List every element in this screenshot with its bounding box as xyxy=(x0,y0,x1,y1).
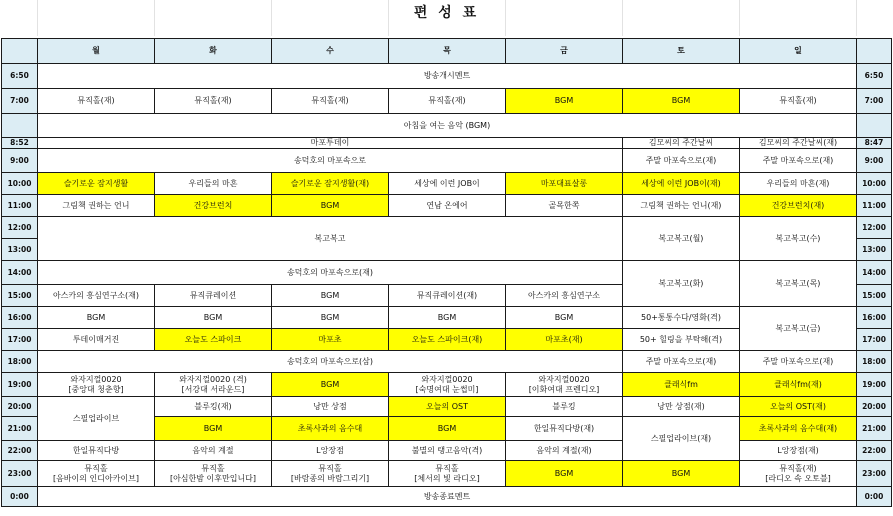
program-title: 와자지껄0020 (격) xyxy=(179,375,247,384)
time-label: 7:00 xyxy=(2,89,38,114)
program-cell: 뮤직큐레이션 xyxy=(155,285,272,307)
time-label: 20:00 xyxy=(2,397,38,417)
corner-cell xyxy=(857,39,892,64)
time-label: 20:00 xyxy=(857,397,892,417)
program-cell: BGM xyxy=(155,417,272,441)
program-cell: BGM xyxy=(506,307,623,329)
program-cell: 낭만 상점 xyxy=(272,397,389,417)
time-label: 13:00 xyxy=(857,239,892,261)
program-cell xyxy=(389,373,506,397)
program-cell: 그림책 권하는 언니(재) xyxy=(623,195,740,217)
program-subtitle: [숙명여대 눈썹미] xyxy=(415,384,479,394)
program-cell: 우리들의 마흔(재) xyxy=(740,173,857,195)
program-cell: 뮤직홀(재) xyxy=(389,89,506,114)
day-header-tue: 화 xyxy=(155,39,272,64)
program-cell: 김모씨의 주간날씨 xyxy=(623,138,740,149)
time-label: 23:00 xyxy=(2,461,38,487)
program-cell xyxy=(155,461,272,487)
program-cell: 슬기로운 잠지생활 xyxy=(38,173,155,195)
time-label: 18:00 xyxy=(2,351,38,373)
program-cell: 뮤직홀(재) xyxy=(740,89,857,114)
program-cell: 50+통통수다/영화(격) xyxy=(623,307,740,329)
header-row xyxy=(2,39,892,64)
program-subtitle: [라디오 속 오토블] xyxy=(765,473,831,483)
time-label: 12:00 xyxy=(2,217,38,239)
time-label: 17:00 xyxy=(857,329,892,351)
program-cell: 복고복고(목) xyxy=(740,261,857,307)
schedule-table xyxy=(1,38,892,507)
program-cell: 복고복고 xyxy=(38,217,623,261)
time-label: 11:00 xyxy=(857,195,892,217)
program-cell: L앙장점(재) xyxy=(740,441,857,461)
program-cell: 그림책 권하는 언니 xyxy=(38,195,155,217)
time-label xyxy=(857,114,892,138)
program-cell: 초록사과의 음수대 xyxy=(272,417,389,441)
program-title: 뮤직홀 xyxy=(318,464,342,473)
program-cell xyxy=(272,461,389,487)
program-cell: BGM xyxy=(389,307,506,329)
page-title: 편 성 표 xyxy=(413,5,480,21)
program-title: 뮤직홀 xyxy=(201,464,225,473)
time-label: 9:00 xyxy=(857,149,892,173)
program-cell: 우리들의 마흔 xyxy=(155,173,272,195)
program-cell: BGM xyxy=(155,307,272,329)
program-cell: 한일뮤직다방 xyxy=(38,441,155,461)
program-cell: 김모씨의 주간날씨(재) xyxy=(740,138,857,149)
program-title: 뮤직홀 xyxy=(84,464,108,473)
program-cell: BGM xyxy=(623,461,740,487)
program-cell: 세상에 이런 JOB이(재) xyxy=(623,173,740,195)
program-cell: 마포초(재) xyxy=(506,329,623,351)
program-cell: 낭만 상점(재) xyxy=(623,397,740,417)
time-label: 15:00 xyxy=(2,285,38,307)
program-cell: 뮤직홀(재) xyxy=(155,89,272,114)
program-cell: BGM xyxy=(623,89,740,114)
program-cell: 주말 마포속으로(재) xyxy=(740,351,857,373)
time-label: 14:00 xyxy=(2,261,38,285)
program-cell: 송덕호의 마포속으로(재) xyxy=(38,261,623,285)
time-label: 22:00 xyxy=(2,441,38,461)
time-label: 21:00 xyxy=(857,417,892,441)
day-header-fri: 금 xyxy=(506,39,623,64)
time-label: 23:00 xyxy=(857,461,892,487)
program-cell xyxy=(389,461,506,487)
program-cell: 뮤직큐레이션(재) xyxy=(389,285,506,307)
program-cell: 주말 마포속으로(재) xyxy=(623,351,740,373)
program-title: 뮤직홀(재) xyxy=(779,464,817,473)
program-cell: BGM xyxy=(272,285,389,307)
program-cell: L앙장점 xyxy=(272,441,389,461)
program-cell: 투데이매거진 xyxy=(38,329,155,351)
program-subtitle: [아심한밤 이후만입니다] xyxy=(169,473,257,483)
program-cell xyxy=(38,373,155,397)
program-cell: 연남 온에어 xyxy=(389,195,506,217)
time-label: 6:50 xyxy=(2,64,38,89)
program-cell: 건강브런치(재) xyxy=(740,195,857,217)
program-cell: 아침을 여는 음악 (BGM) xyxy=(38,114,857,138)
day-header-mon: 월 xyxy=(38,39,155,64)
time-label: 17:00 xyxy=(2,329,38,351)
time-label: 10:00 xyxy=(2,173,38,195)
program-cell: 뮤직홀(재) xyxy=(272,89,389,114)
program-cell: 주말 마포속으로(재) xyxy=(740,149,857,173)
program-cell xyxy=(740,461,857,487)
time-label: 8:52 xyxy=(2,138,38,149)
program-cell: 스필업라이브 xyxy=(38,397,155,441)
time-label: 21:00 xyxy=(2,417,38,441)
day-header-sat: 토 xyxy=(623,39,740,64)
time-label: 19:00 xyxy=(857,373,892,397)
time-label: 12:00 xyxy=(857,217,892,239)
program-cell: 초록사과의 음수대(재) xyxy=(740,417,857,441)
program-cell: 아스카의 흥심연구소(재) xyxy=(38,285,155,307)
time-label: 10:00 xyxy=(857,173,892,195)
program-cell: 오늘도 스파이크(재) xyxy=(389,329,506,351)
program-subtitle: [음바이의 인디아카이브] xyxy=(52,473,140,483)
time-label: 0:00 xyxy=(857,487,892,507)
day-header-sun: 일 xyxy=(740,39,857,64)
program-cell xyxy=(155,373,272,397)
program-cell: 복고복고(월) xyxy=(623,217,740,261)
program-cell: 클래식fm(재) xyxy=(740,373,857,397)
program-cell: 블루킹(재) xyxy=(155,397,272,417)
program-cell: 오늘의 OST(재) xyxy=(740,397,857,417)
program-cell: 마포초 xyxy=(272,329,389,351)
time-label: 18:00 xyxy=(857,351,892,373)
program-cell: BGM xyxy=(272,195,389,217)
program-subtitle: [체서의 빛 라디오] xyxy=(414,473,480,483)
program-cell: 오늘도 스파이크 xyxy=(155,329,272,351)
program-cell: 뮤직홀(재) xyxy=(38,89,155,114)
day-header-wed: 수 xyxy=(272,39,389,64)
time-label: 7:00 xyxy=(857,89,892,114)
corner-cell xyxy=(2,39,38,64)
program-cell: 복고복고(금) xyxy=(740,307,857,351)
program-cell: BGM xyxy=(38,307,155,329)
program-cell: 50+ 힐링을 부탁해(격) xyxy=(623,329,740,351)
time-label xyxy=(2,114,38,138)
program-cell xyxy=(38,461,155,487)
program-cell xyxy=(506,373,623,397)
program-cell: 한일뮤직다방(재) xyxy=(506,417,623,441)
program-cell: 주말 마포속으로(재) xyxy=(623,149,740,173)
program-cell: 골목한쪽 xyxy=(506,195,623,217)
time-label: 0:00 xyxy=(2,487,38,507)
time-label: 6:50 xyxy=(857,64,892,89)
program-cell: 건강브런치 xyxy=(155,195,272,217)
program-cell: 블루킹 xyxy=(506,397,623,417)
time-label: 19:00 xyxy=(2,373,38,397)
program-cell: 복고복고(화) xyxy=(623,261,740,307)
program-title: 와자지껄0020 xyxy=(70,375,122,384)
program-cell: 송덕호의 마포속으로 xyxy=(38,149,623,173)
program-cell: 아스카의 흥심연구소 xyxy=(506,285,623,307)
program-cell: 불멸의 탱고음악(격) xyxy=(389,441,506,461)
program-title: 뮤직홀 xyxy=(435,464,459,473)
time-label: 16:00 xyxy=(857,307,892,329)
program-cell: 마포대표살롱 xyxy=(506,173,623,195)
program-cell: 방송종료멘트 xyxy=(38,487,857,507)
program-subtitle: [이화여대 프렌디오] xyxy=(528,384,600,394)
program-subtitle: [바람종의 바람그리기] xyxy=(290,473,370,483)
program-cell: BGM xyxy=(272,307,389,329)
program-cell: 복고복고(수) xyxy=(740,217,857,261)
program-cell: 음악의 계절 xyxy=(155,441,272,461)
program-title: 와자지껄0020 xyxy=(421,375,473,384)
program-cell: 음악의 계절(재) xyxy=(506,441,623,461)
time-label: 9:00 xyxy=(2,149,38,173)
program-cell: 스필업라이브(재) xyxy=(623,417,740,461)
time-label: 15:00 xyxy=(857,285,892,307)
program-subtitle: [중앙대 청춘향] xyxy=(68,384,124,394)
day-header-thu: 목 xyxy=(389,39,506,64)
time-label: 13:00 xyxy=(2,239,38,261)
program-cell: BGM xyxy=(506,461,623,487)
program-title: 와자지껄0020 xyxy=(538,375,590,384)
time-label: 14:00 xyxy=(857,261,892,285)
program-cell: 송덕호의 마포속으로(삼) xyxy=(38,351,623,373)
time-label: 16:00 xyxy=(2,307,38,329)
program-cell: BGM xyxy=(272,373,389,397)
program-cell: BGM xyxy=(389,417,506,441)
program-cell: 마포투데이 xyxy=(38,138,623,149)
time-label: 22:00 xyxy=(857,441,892,461)
time-label: 8:47 xyxy=(857,138,892,149)
program-cell: BGM xyxy=(506,89,623,114)
program-cell: 방송개시멘트 xyxy=(38,64,857,89)
time-label: 11:00 xyxy=(2,195,38,217)
program-cell: 오늘의 OST xyxy=(389,397,506,417)
program-cell: 클래식fm xyxy=(623,373,740,397)
program-subtitle: [서강대 서라운드] xyxy=(181,384,245,394)
program-cell: 슬기로운 잠지생활(재) xyxy=(272,173,389,195)
program-cell: 세상에 이런 JOB이 xyxy=(389,173,506,195)
